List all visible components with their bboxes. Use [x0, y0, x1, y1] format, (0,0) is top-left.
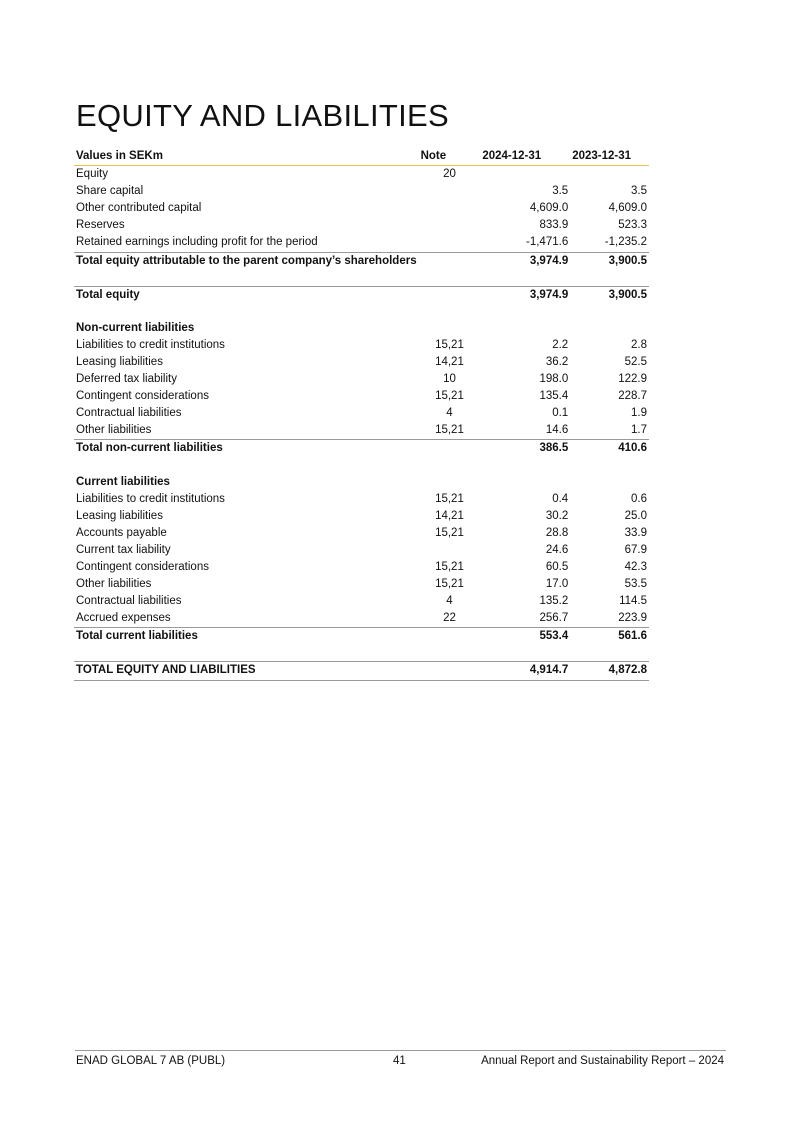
header-note: Note — [419, 148, 481, 166]
row-deferred-tax — [74, 371, 649, 388]
row-value-2024: 30.2 — [545, 509, 569, 522]
row-other-contributed-capital — [74, 200, 649, 217]
row-total-equity — [74, 286, 649, 304]
row-note: 22 — [443, 612, 456, 625]
row-label: Contractual liabilities — [76, 595, 182, 608]
header-values-label: Values in SEKm — [74, 148, 419, 166]
row-note — [419, 542, 481, 559]
row-value-2023: 4,872.8 — [570, 662, 649, 680]
row-label: Other liabilities — [76, 578, 152, 591]
row-value-2024: 833.9 — [539, 219, 569, 232]
row-label: Total current liabilities — [74, 628, 419, 646]
table-header-row — [74, 148, 649, 166]
row-value-2023 — [570, 166, 649, 184]
row-value-2024: 3,974.9 — [480, 252, 570, 270]
row-label: Contractual liabilities — [76, 407, 182, 420]
row-share-capital — [74, 183, 649, 200]
row-value-2023: 67.9 — [624, 543, 647, 556]
row-value-2024: 2.2 — [552, 338, 569, 351]
row-note — [419, 474, 481, 491]
row-total-current — [74, 628, 649, 646]
row-value-2024: -1,471.6 — [526, 236, 569, 249]
row-note: 15,21 — [435, 578, 464, 591]
row-value-2024: 17.0 — [545, 578, 569, 591]
row-value-2023: 2.8 — [631, 338, 647, 351]
row-label: Reserves — [76, 219, 125, 232]
row-value-2024: 135.4 — [539, 390, 569, 403]
row-label: Liabilities to credit institutions — [76, 492, 225, 505]
row-equity-heading — [74, 166, 649, 184]
row-note: 15,21 — [435, 424, 464, 437]
row-value-2024 — [480, 166, 570, 184]
row-value-2024: 3.5 — [552, 185, 569, 198]
row-c-contingent — [74, 559, 649, 576]
row-note — [419, 234, 481, 252]
row-label: Total equity attributable to the parent company’s shareholders — [74, 252, 419, 270]
row-nc-credit-institutions — [74, 337, 649, 354]
row-total-equity-parent — [74, 252, 649, 270]
row-note — [419, 628, 481, 646]
row-value-2024: 198.0 — [539, 373, 569, 386]
row-nc-contingent — [74, 388, 649, 405]
row-note: 10 — [443, 373, 456, 386]
row-value-2024: 135.2 — [539, 595, 569, 608]
row-value-2024: 0.1 — [552, 407, 569, 420]
row-label: Leasing liabilities — [76, 355, 163, 368]
row-note — [419, 440, 481, 458]
row-value-2023: 228.7 — [618, 390, 647, 403]
row-value-2023: 53.5 — [624, 578, 647, 591]
footer-page-number: 41 — [393, 1055, 406, 1067]
row-accounts-payable — [74, 525, 649, 542]
row-value-2023: 33.9 — [624, 526, 647, 539]
page-title: EQUITY AND LIABILITIES — [76, 98, 449, 133]
footer-divider — [75, 1050, 726, 1051]
row-note: 4 — [446, 407, 453, 420]
row-value-2024: 0.4 — [552, 492, 569, 505]
row-note — [419, 217, 481, 234]
row-note — [419, 252, 481, 270]
balance-sheet-table — [74, 148, 649, 681]
row-note — [419, 320, 481, 337]
row-label: Total equity — [74, 286, 419, 304]
row-value-2024: 60.5 — [545, 560, 569, 573]
row-label: Retained earnings including profit for the period — [76, 236, 318, 249]
row-label: Contingent considerations — [76, 560, 209, 573]
row-value-2024: 14.6 — [545, 424, 569, 437]
row-label: Total non-current liabilities — [74, 440, 419, 458]
header-2023: 2023-12-31 — [570, 148, 649, 166]
row-value-2023: 0.6 — [631, 492, 647, 505]
row-label: Deferred tax liability — [76, 373, 177, 386]
row-note: 15,21 — [435, 492, 464, 505]
row-note: 4 — [446, 595, 453, 608]
row-value-2023: 25.0 — [624, 509, 647, 522]
row-note — [419, 662, 481, 680]
row-value-2024: 3,974.9 — [480, 286, 570, 304]
row-note — [419, 200, 481, 217]
row-value-2023: 122.9 — [618, 373, 647, 386]
row-note: 15,21 — [435, 560, 464, 573]
footer-company: ENAD GLOBAL 7 AB (PUBL) — [76, 1055, 226, 1067]
row-value-2024: 4,609.0 — [529, 202, 569, 215]
row-label: Accrued expenses — [76, 612, 171, 625]
section-non-current-liabilities — [74, 320, 649, 337]
row-nc-contractual — [74, 405, 649, 422]
row-value-2023: 561.6 — [570, 628, 649, 646]
spacer-row — [74, 458, 649, 474]
row-value-2024 — [480, 474, 570, 491]
row-value-2023: 4,609.0 — [608, 202, 647, 215]
row-value-2024: 24.6 — [545, 543, 569, 556]
row-note — [419, 183, 481, 200]
row-value-2023: 3,900.5 — [570, 286, 649, 304]
row-value-2023: 3.5 — [631, 185, 647, 198]
row-value-2023 — [570, 320, 649, 337]
header-2024: 2024-12-31 — [480, 148, 570, 166]
row-accrued-expenses — [74, 610, 649, 628]
row-label: Other liabilities — [76, 424, 152, 437]
row-value-2023: 52.5 — [624, 355, 647, 368]
row-label: Contingent considerations — [76, 390, 209, 403]
row-value-2024: 256.7 — [539, 612, 569, 625]
row-note: 15,21 — [435, 390, 464, 403]
row-value-2023: 3,900.5 — [570, 252, 649, 270]
row-value-2023: -1,235.2 — [604, 236, 647, 249]
row-value-2024: 4,914.7 — [480, 662, 570, 680]
row-c-contractual — [74, 593, 649, 610]
row-label: Leasing liabilities — [76, 509, 163, 522]
row-note: 14,21 — [435, 355, 464, 368]
row-value-2023: 1.7 — [631, 424, 647, 437]
row-value-2023: 1.9 — [631, 407, 647, 420]
spacer-row — [74, 270, 649, 287]
row-c-other — [74, 576, 649, 593]
row-label: TOTAL EQUITY AND LIABILITIES — [74, 662, 419, 680]
row-value-2024 — [480, 320, 570, 337]
row-label: Current tax liability — [76, 543, 171, 556]
row-value-2023: 223.9 — [618, 612, 647, 625]
row-label: Current liabilities — [76, 475, 170, 488]
row-value-2023 — [570, 474, 649, 491]
row-label: Accounts payable — [76, 526, 167, 539]
row-label: Non-current liabilities — [76, 321, 195, 334]
row-value-2024: 28.8 — [545, 526, 569, 539]
spacer-row — [74, 645, 649, 662]
row-value-2024: 553.4 — [480, 628, 570, 646]
row-label: Equity — [76, 168, 108, 181]
row-note: 15,21 — [435, 526, 464, 539]
row-note: 14,21 — [435, 509, 464, 522]
row-note — [419, 286, 481, 304]
spacer-row — [74, 304, 649, 320]
row-label: Other contributed capital — [76, 202, 202, 215]
row-total-equity-and-liabilities — [74, 662, 649, 680]
row-c-credit-institutions — [74, 491, 649, 508]
row-c-leasing — [74, 508, 649, 525]
section-current-liabilities — [74, 474, 649, 491]
row-nc-other — [74, 422, 649, 440]
row-value-2024: 386.5 — [480, 440, 570, 458]
row-nc-leasing — [74, 354, 649, 371]
row-reserves — [74, 217, 649, 234]
row-total-non-current — [74, 440, 649, 458]
row-value-2023: 114.5 — [619, 595, 647, 608]
row-value-2024: 36.2 — [545, 355, 569, 368]
row-value-2023: 410.6 — [570, 440, 649, 458]
row-value-2023: 523.3 — [618, 219, 647, 232]
footer-report-title: Annual Report and Sustainability Report – 2024 — [481, 1055, 724, 1067]
row-label: Share capital — [76, 185, 144, 198]
row-current-tax — [74, 542, 649, 559]
row-label: Liabilities to credit institutions — [76, 338, 225, 351]
row-note: 15,21 — [435, 338, 464, 351]
row-value-2023: 42.3 — [624, 560, 647, 573]
row-note: 20 — [443, 168, 456, 181]
row-retained-earnings — [74, 234, 649, 252]
